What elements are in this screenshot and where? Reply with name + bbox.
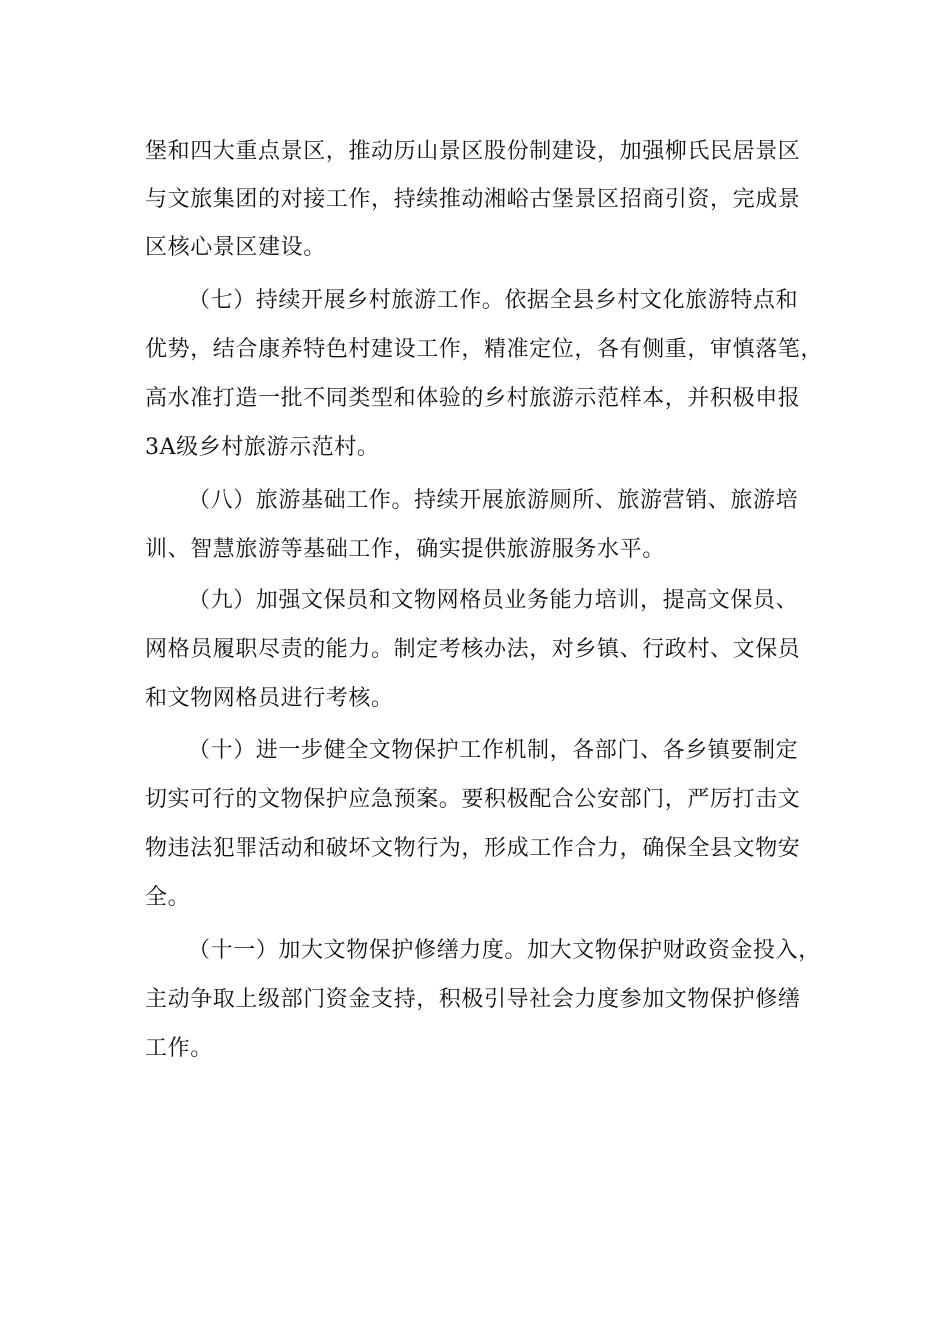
paragraph-seven-start: （七）持续开展乡村旅游工作。依据全县乡村文化旅游特点和 — [188, 288, 799, 313]
paragraph-eight-start: （八）旅游基础工作。持续开展旅游厕所、旅游营销、旅游培 — [188, 488, 799, 513]
text-line: 训、智慧旅游等基础工作，确实提供旅游服务水平。 — [145, 537, 665, 562]
text-line: 工作。 — [145, 1036, 213, 1061]
text-line: 主动争取上级部门资金支持，积极引导社会力度参加文物保护修缮 — [145, 987, 801, 1012]
text-line: 切实可行的文物保护应急预案。要积极配合公安部门，严厉打击文 — [145, 787, 801, 812]
text-line: 和文物网格员进行考核。 — [145, 686, 394, 711]
text-line: 全。 — [145, 885, 191, 910]
text-line: 堡和四大重点景区，推动历山景区股份制建设，加强柳氏民居景区 — [145, 139, 801, 164]
paragraph-nine-start: （九）加强文保员和文物网格员业务能力培训，提高文保员、 — [188, 588, 799, 613]
paragraph-eleven-start: （十一）加大文物保护修缮力度。加大文物保护财政资金投入， — [188, 938, 821, 963]
text-line: 高水准打造一批不同类型和体验的乡村旅游示范样本，并积极申报 — [145, 386, 801, 411]
text-line: 3A级乡村旅游示范村。 — [145, 435, 380, 460]
text-line: 优势，结合康养特色村建设工作，精准定位，各有侧重，审慎落笔， — [145, 337, 824, 362]
text-line: 区核心景区建设。 — [145, 235, 326, 260]
text-line: 与文旅集团的对接工作，持续推动湘峪古堡景区招商引资，完成景 — [145, 187, 801, 212]
paragraph-ten-start: （十）进一步健全文物保护工作机制，各部门、各乡镇要制定 — [188, 738, 799, 763]
text-line: 物违法犯罪活动和破坏文物行为，形成工作合力，确保全县文物安 — [145, 836, 801, 861]
text-line: 网格员履职尽责的能力。制定考核办法，对乡镇、行政村、文保员 — [145, 637, 801, 662]
